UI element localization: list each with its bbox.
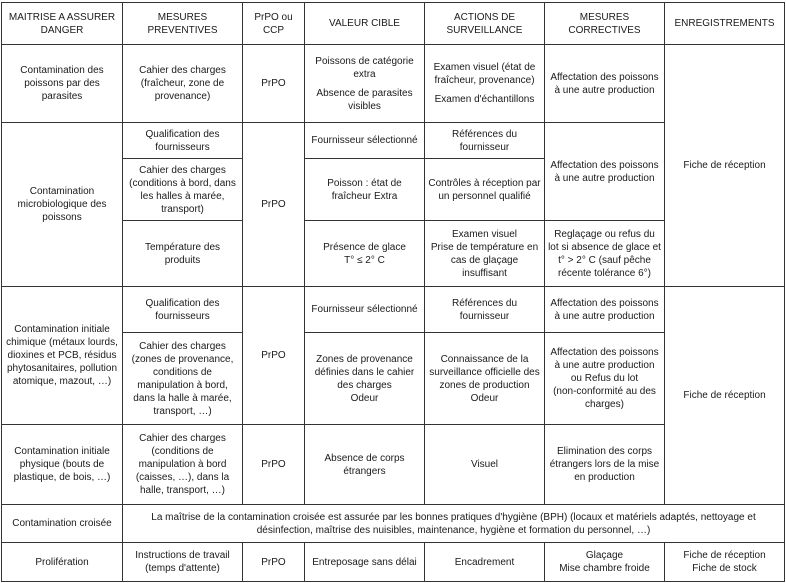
surveillance-cell: Contrôles à réception par un personnel qualifié (425, 159, 545, 221)
danger-cell: Contamination croisée (2, 505, 123, 543)
record-line: Fiche de réception (683, 550, 766, 561)
prpo-cell: PrPO (243, 287, 305, 425)
surveillance-cell (425, 45, 545, 123)
target-line: Odeur (350, 392, 379, 404)
header-corrective: MESURES CORRECTIVES (545, 3, 665, 45)
corrective-cell (545, 333, 665, 425)
measure-cell: Cahier des charges (conditions de manipulation à bord (caisses, …), dans la halle, transport, …) (123, 425, 243, 505)
surveillance-cell: Encadrement (425, 543, 545, 582)
target-cell: Poisson : état de fraîcheur Extra (305, 159, 425, 221)
measure-cell: Cahier des charges (fraîcheur, zone de provenance) (123, 45, 243, 123)
corrective-cell: Affectation des poissons à une autre production (545, 45, 665, 123)
measure-cell: Cahier des charges (zones de provenance, conditions de manipulation à bord, dans la halle à marée, transport, …) (123, 333, 243, 425)
target-line: Zones de provenance définies dans le cahier des charges (314, 353, 415, 391)
target-cell (305, 221, 425, 287)
measure-cell: Instructions de travail (temps d'attente) (123, 543, 243, 582)
target-cell (305, 333, 425, 425)
measure-cell: Cahier des charges (conditions à bord, dans les halles à marée, transport) (123, 159, 243, 221)
cross-text-cell: La maîtrise de la contamination croisée est assurée par les bonnes pratiques d'hygiène (BPH) (locaux et matériels adaptés, nettoyage et désinfection, maîtrise des nuisibles, maintenance, hygiène et formation du personnel, …) (123, 505, 785, 543)
corrective-cell: Reglaçage ou refus du lot si absence de glace et t° > 2° C (sauf pêche récente tolérance 6°) (545, 221, 665, 287)
measure-cell: Qualification des fournisseurs (123, 287, 243, 333)
surveillance-line: Odeur (470, 392, 499, 404)
record-cell (665, 543, 785, 582)
target-line: Poissons de catégorie extra (315, 55, 414, 80)
measure-cell: Température des produits (123, 221, 243, 287)
header-prpo: PrPO ou CCP (243, 3, 305, 45)
haccp-table (1, 2, 785, 582)
surveillance-cell: Références du fournisseur (425, 287, 545, 333)
corrective-line: Affectation des poissons à une autre production (550, 347, 659, 371)
corrective-cell: Affectation des poissons à une autre production (545, 123, 665, 221)
surveillance-line: Examen visuel (451, 228, 518, 240)
target-cell: Absence de corps étrangers (305, 425, 425, 505)
target-line: Absence de parasites visibles (316, 87, 413, 112)
table-row-prolif (2, 543, 785, 582)
surveillance-cell: Visuel (425, 425, 545, 505)
header-danger: MAITRISE A ASSURER DANGER (2, 3, 123, 45)
danger-cell: Contamination initiale chimique (métaux lourds, dioxines et PCB, résidus phytosanitaires, pollution atomique, mazout, …) (2, 287, 123, 425)
danger-cell: Contamination des poissons par des parasites (2, 45, 123, 123)
corrective-line: ou Refus du lot (570, 373, 639, 384)
target-cell: Fournisseur sélectionné (305, 123, 425, 159)
danger-cell: Contamination initiale physique (bouts de plastique, de bois, …) (2, 425, 123, 505)
corrective-line: Glaçage (585, 550, 624, 561)
record-cell: Fiche de réception (665, 45, 785, 287)
surveillance-cell (425, 333, 545, 425)
record-line: Fiche de stock (692, 563, 757, 574)
danger-cell: Prolifération (2, 543, 123, 582)
corrective-cell: Elimination des corps étrangers lors de la mise en production (545, 425, 665, 505)
measure-cell: Qualification des fournisseurs (123, 123, 243, 159)
target-cell: Fournisseur sélectionné (305, 287, 425, 333)
surveillance-line: Connaissance de la surveillance officielle des zones de production (429, 353, 540, 391)
prpo-cell: PrPO (243, 543, 305, 582)
surveillance-line: Examen d'échantillons (434, 94, 535, 105)
target-line: T° ≤ 2° C (344, 254, 385, 266)
header-target: VALEUR CIBLE (305, 3, 425, 45)
table-row-chemical (2, 287, 785, 333)
corrective-line: (non-conformité au des charges) (553, 386, 656, 410)
record-cell: Fiche de réception (665, 287, 785, 505)
table-row-parasites (2, 45, 785, 123)
surveillance-line: Prise de température en cas de glaçage insuffisant (430, 241, 539, 279)
header-surveillance: ACTIONS DE SURVEILLANCE (425, 3, 545, 45)
header-records: ENREGISTREMENTS (665, 3, 785, 45)
table-row-cross (2, 505, 785, 543)
prpo-cell: PrPO (243, 45, 305, 123)
prpo-cell: PrPO (243, 123, 305, 287)
corrective-cell: Affectation des poissons à une autre production (545, 287, 665, 333)
danger-cell: Contamination microbiologique des poissons (2, 123, 123, 287)
corrective-line: Mise chambre froide (559, 563, 650, 574)
corrective-cell (545, 543, 665, 582)
prpo-cell: PrPO (243, 425, 305, 505)
header-row (2, 3, 785, 45)
header-measures: MESURES PREVENTIVES (123, 3, 243, 45)
surveillance-line: Examen visuel (état de fraîcheur, provenance) (433, 62, 536, 86)
target-line: Présence de glace (323, 241, 406, 253)
target-cell: Entreposage sans délai (305, 543, 425, 582)
target-cell (305, 45, 425, 123)
surveillance-cell (425, 221, 545, 287)
surveillance-cell: Références du fournisseur (425, 123, 545, 159)
